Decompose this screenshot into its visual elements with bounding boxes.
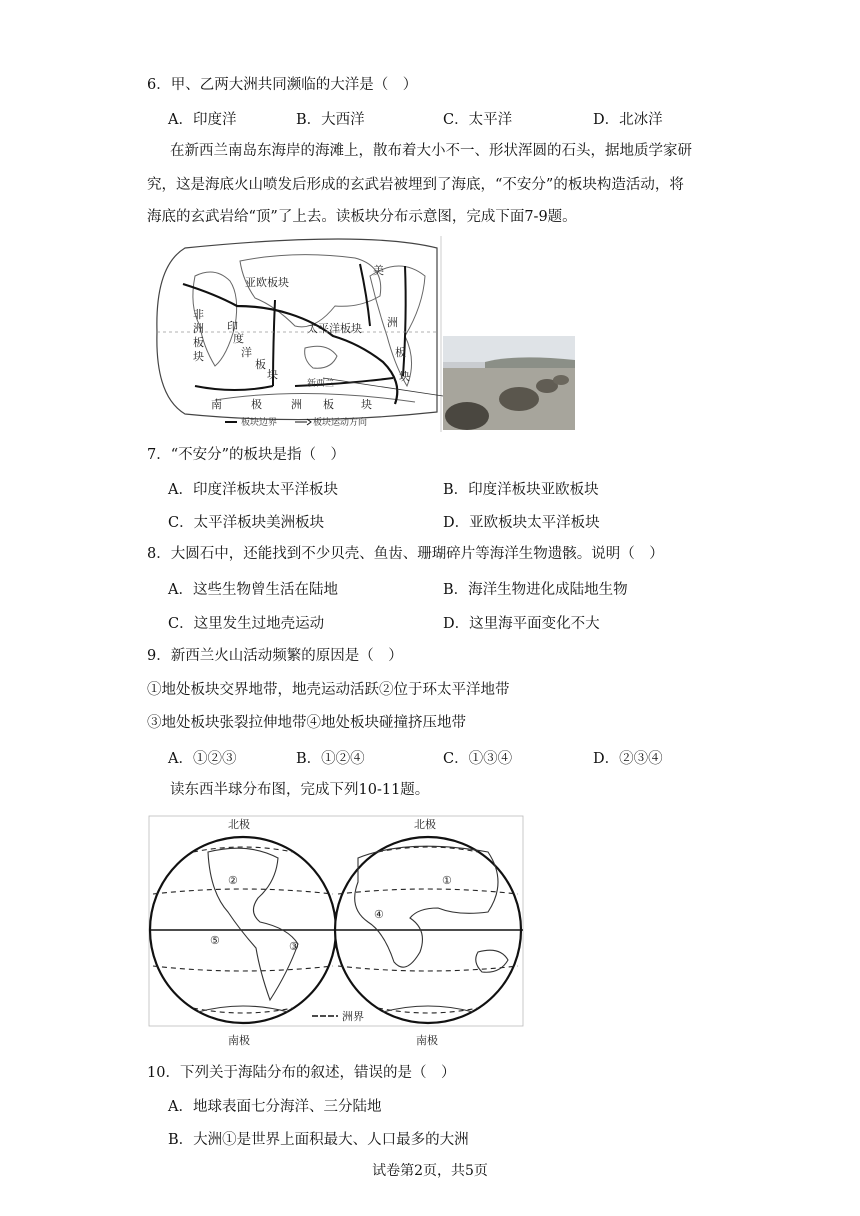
q7-option-c[interactable]: C．太平洋板块美洲板块	[168, 515, 325, 531]
q7-option-b[interactable]: B．印度洋板块亚欧板块	[443, 482, 599, 498]
q6-option-c[interactable]: C．太平洋	[443, 112, 513, 128]
q9-option-a[interactable]: A．①②③	[168, 751, 237, 767]
q8-option-c[interactable]: C．这里发生过地壳运动	[168, 616, 325, 632]
mark-1: ①	[442, 874, 452, 887]
q6-option-a[interactable]: A．印度洋	[168, 112, 237, 128]
label-eurasia-plate: 亚欧板块	[245, 276, 289, 289]
q10-option-a[interactable]: A．地球表面七分海洋、三分陆地	[168, 1099, 382, 1115]
label-indian-3: 洋	[241, 346, 252, 359]
label-antarctic-4: 板	[323, 398, 334, 411]
hemisphere-map	[148, 812, 524, 1048]
label-indian-4: 板	[255, 358, 266, 371]
label-pacific-plate: 太平洋板块	[307, 322, 362, 335]
label-antarctic-5: 块	[361, 398, 372, 411]
q10-option-b[interactable]: B．大洲①是世界上面积最大、人口最多的大洲	[168, 1132, 469, 1148]
q7-stem: 7．“不安分”的板块是指（ ）	[147, 447, 346, 463]
label-antarctic-1: 南	[211, 398, 222, 411]
label-north-pole-east: 北极	[414, 818, 436, 831]
q6-option-b[interactable]: B．大西洋	[296, 112, 365, 128]
label-south-pole-west: 南极	[228, 1034, 250, 1047]
label-africa-3: 板	[193, 336, 204, 349]
q9-option-c[interactable]: C．①③④	[443, 751, 513, 767]
q9-stem: 9．新西兰火山活动频繁的原因是（ ）	[147, 648, 403, 664]
label-antarctic-2: 极	[251, 398, 262, 411]
mark-4: ④	[374, 908, 384, 921]
label-america-3: 板	[395, 346, 406, 359]
label-new-zealand: 新西兰	[307, 379, 335, 389]
label-africa-2: 洲	[193, 322, 204, 335]
label-america-2: 洲	[387, 316, 398, 329]
q8-option-b[interactable]: B．海洋生物进化成陆地生物	[443, 582, 628, 598]
q9-statement-2: ③地处板块张裂拉伸地带④地处板块碰撞挤压地带	[147, 715, 466, 731]
label-america-1: 美	[373, 264, 384, 277]
mark-5: ⑤	[210, 934, 220, 947]
q6-option-d[interactable]: D．北冰洋	[593, 112, 663, 128]
q7-option-d[interactable]: D．亚欧板块太平洋板块	[443, 515, 600, 531]
q8-stem: 8．大圆石中，还能找到不少贝壳、鱼齿、珊瑚碎片等海洋生物遗骸。说明（ ）	[147, 546, 664, 562]
passage1-line-3: 海底的玄武岩给“顶”了上去。读板块分布示意图，完成下面7-9题。	[147, 209, 577, 225]
label-antarctic-3: 洲	[291, 398, 302, 411]
page-footer: 试卷第2页，共5页	[372, 1163, 488, 1179]
label-america-4: 块	[399, 370, 410, 383]
label-africa-1: 非	[193, 308, 204, 321]
label-africa-4: 块	[193, 350, 204, 363]
legend-plate-motion: 板块运动方向	[313, 418, 368, 428]
legend-plate-boundary: 板块边界	[241, 418, 278, 428]
label-south-pole-east: 南极	[416, 1034, 438, 1047]
mark-3: ③	[289, 940, 299, 953]
q8-option-d[interactable]: D．这里海平面变化不大	[443, 616, 600, 632]
label-indian-2: 度	[233, 332, 244, 345]
q9-option-d[interactable]: D．②③④	[593, 751, 663, 767]
plate-distribution-map	[155, 236, 575, 432]
boulder-beach-photo	[443, 336, 575, 430]
passage1-line-2: 究，这是海底火山喷发后形成的玄武岩被埋到了海底，“不安分”的板块构造活动，将	[147, 177, 684, 193]
q9-option-b[interactable]: B．①②④	[296, 751, 365, 767]
q10-stem: 10．下列关于海陆分布的叙述，错误的是（ ）	[147, 1065, 456, 1081]
mark-2: ②	[228, 874, 238, 887]
label-north-pole-west: 北极	[228, 818, 250, 831]
label-indian-1: 印	[227, 320, 238, 333]
q6-stem: 6．甲、乙两大洲共同濒临的大洋是（ ）	[147, 77, 418, 93]
q8-option-a[interactable]: A．这些生物曾生活在陆地	[168, 582, 338, 598]
q7-option-a[interactable]: A．印度洋板块太平洋板块	[168, 482, 338, 498]
legend-continent-boundary: 洲界	[342, 1010, 364, 1023]
passage1-line-1: 在新西兰南岛东海岸的海滩上，散布着大小不一、形状浑圆的石头，据地质学家研	[170, 143, 692, 159]
label-indian-5: 块	[267, 368, 278, 381]
passage2: 读东西半球分布图，完成下列10-11题。	[170, 782, 430, 798]
q9-statement-1: ①地处板块交界地带，地壳运动活跃②位于环太平洋地带	[147, 682, 510, 698]
